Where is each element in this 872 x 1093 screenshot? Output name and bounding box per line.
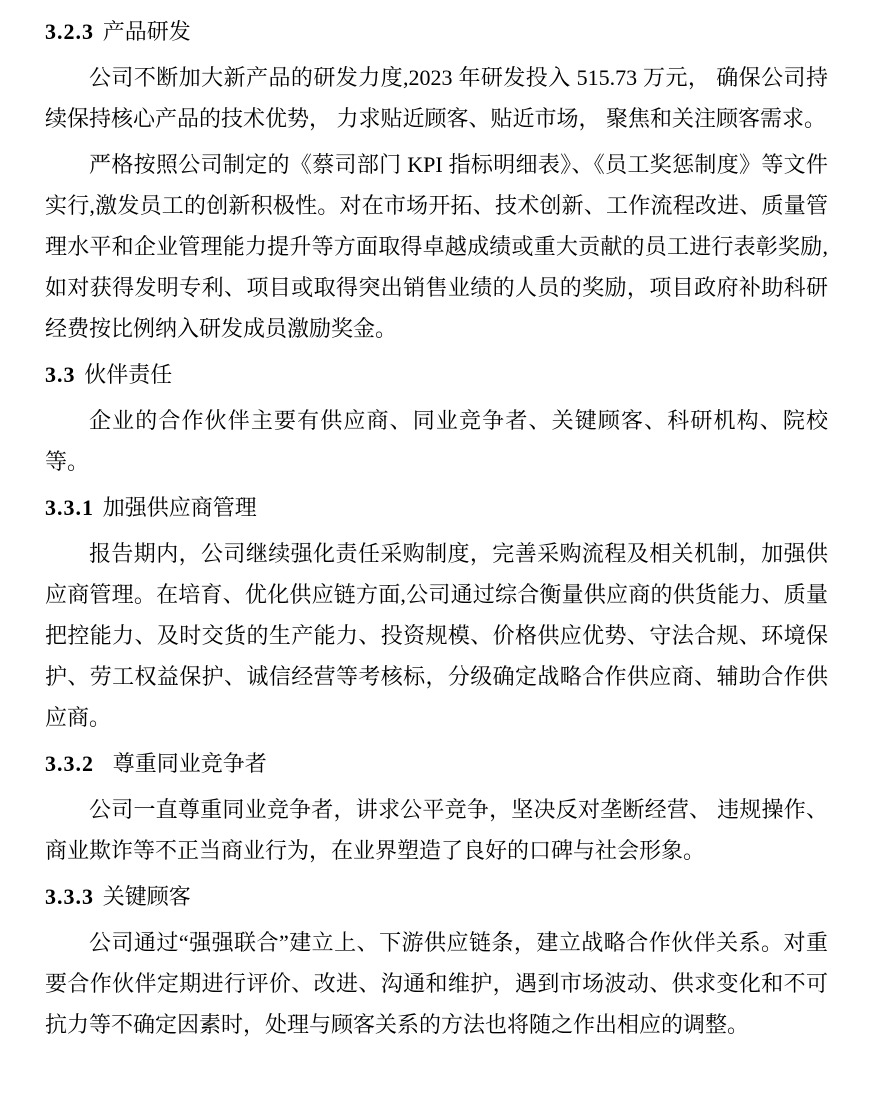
- section-number: 3.2.3: [45, 19, 94, 44]
- section-heading-3-3-1: [45, 487, 828, 528]
- section-heading-3-3-2: [45, 743, 828, 784]
- section-title: 关键顾客: [102, 884, 191, 909]
- paragraph-partner-types: 企业的合作伙伴主要有供应商、同业竞争者、关键顾客、科研机构、院校等。: [45, 408, 828, 474]
- paragraph-fair-competition: 公司一直尊重同业竞争者，讲求公平竞争，坚决反对垄断经营、 违规操作、商业欺诈等不正当商业行为，在业界塑造了良好的口碑与社会形象。: [45, 797, 828, 863]
- paragraph-rd-investment: 公司不断加大新产品的研发力度,2023 年研发投入 515.73 万元， 确保公司持续保持核心产品的技术优势， 力求贴近顾客、贴近市场， 聚焦和关注顾客需求。: [45, 65, 828, 131]
- section-title: 伙伴责任: [84, 362, 173, 387]
- section-number: 3.3: [45, 362, 76, 387]
- section-number: 3.3.2: [45, 751, 94, 776]
- section-title: 产品研发: [102, 19, 191, 44]
- section-heading-3-3-3: [45, 876, 828, 917]
- paragraph-key-customers: 公司通过“强强联合”建立上、下游供应链条，建立战略合作伙伴关系。对重要合作伙伴定期进行评价、改进、沟通和维护，遇到市场波动、供求变化和不可抗力等不确定因素时，处理与顾客关系的方法也将随之作出相应的调整。: [45, 930, 828, 1037]
- section-title: 尊重同业竞争者: [112, 751, 267, 776]
- paragraph-kpi-incentives: 严格按照公司制定的《蔡司部门 KPI 指标明细表》、《员工奖惩制度》等文件实行,激发员工的创新积极性。对在市场开拓、技术创新、工作流程改进、质量管理水平和企业管理能力提升等方面取得卓越成绩或重大贡献的员工进行表彰奖励,如对获得发明专利、项目或取得突出销售业绩的人员的奖励，项目政府补助科研经费按比例纳入研发成员激励奖金。: [45, 152, 828, 341]
- section-title: 加强供应商管理: [102, 495, 257, 520]
- section-number: 3.3.1: [45, 495, 94, 520]
- section-heading-3-2-3: [45, 11, 828, 52]
- paragraph-supplier-management: 报告期内，公司继续强化责任采购制度，完善采购流程及相关机制，加强供应商管理。在培育、优化供应链方面,公司通过综合衡量供应商的供货能力、质量把控能力、及时交货的生产能力、投资规模、价格供应优势、守法合规、环境保护、劳工权益保护、诚信经营等考核标，分级确定战略合作供应商、辅助合作供应商。: [45, 541, 828, 730]
- section-number: 3.3.3: [45, 884, 94, 909]
- section-heading-3-3: [45, 354, 828, 395]
